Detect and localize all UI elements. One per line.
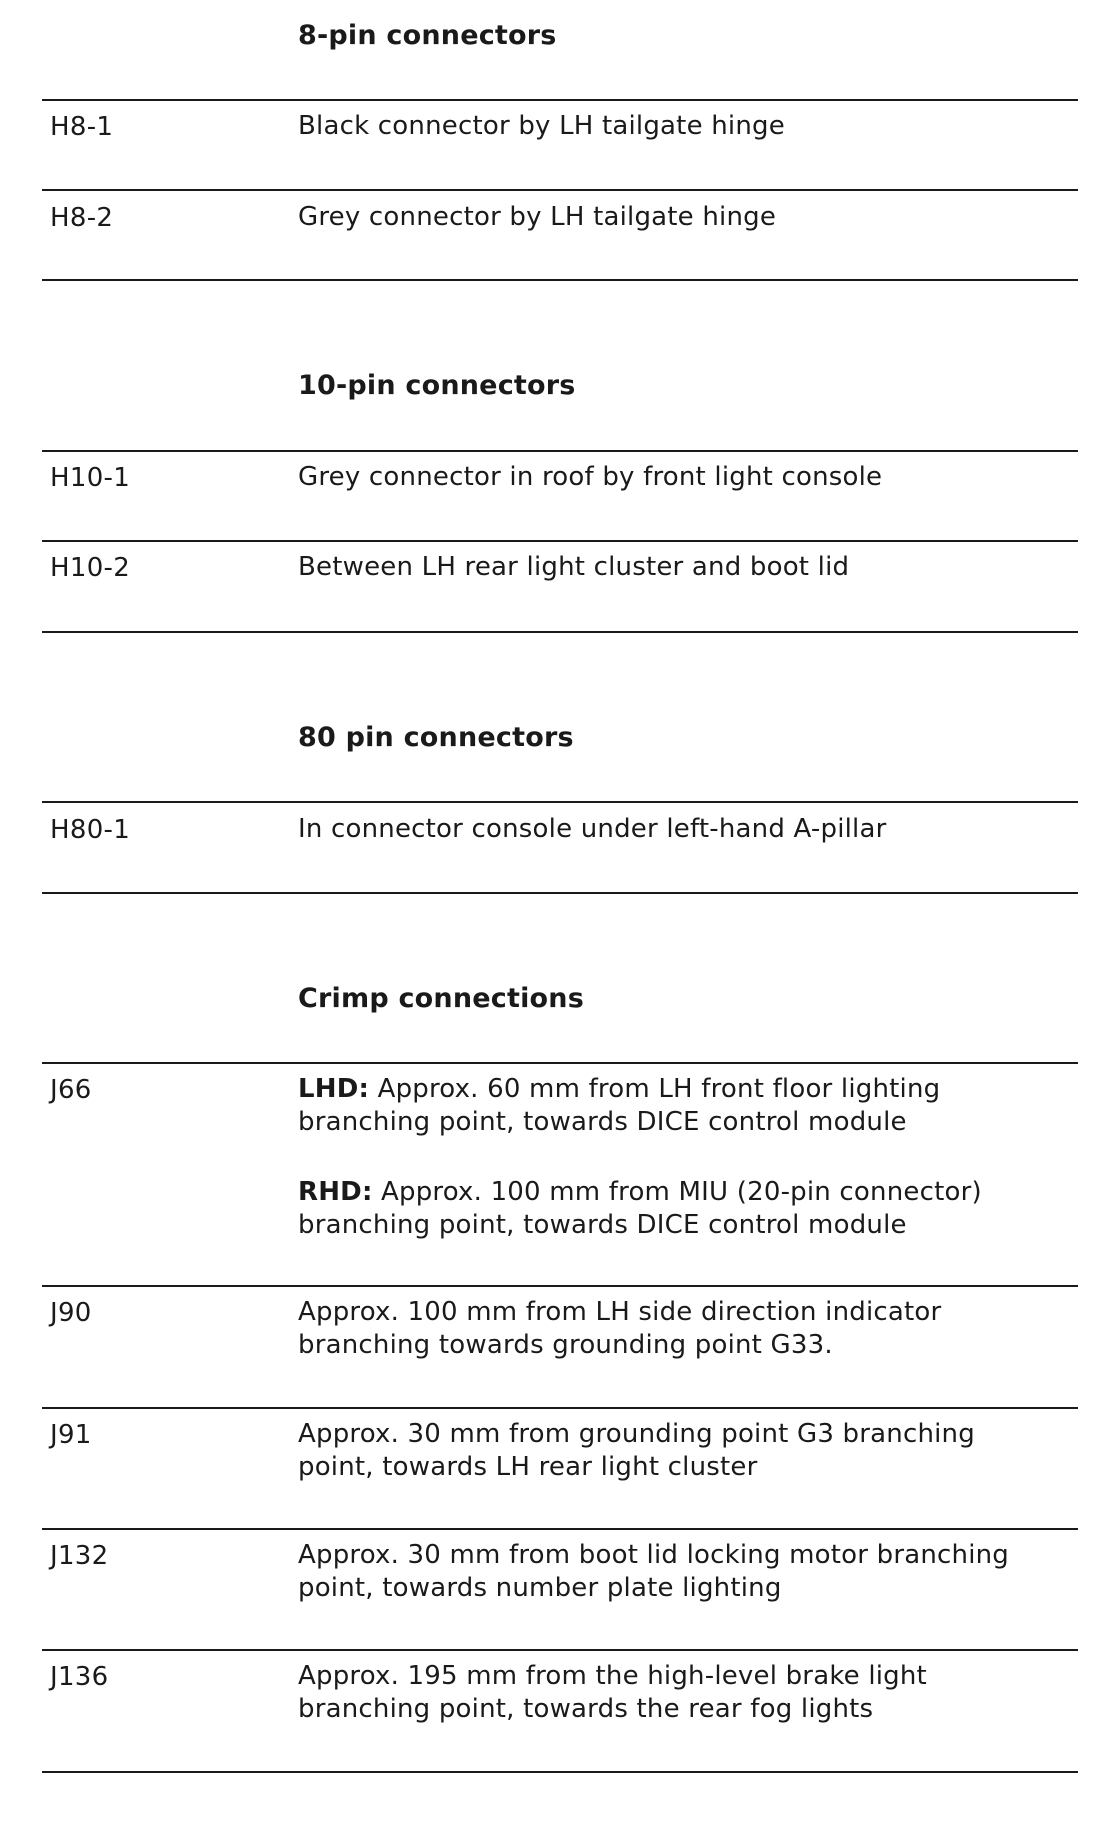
divider (42, 450, 1078, 452)
row-desc-j66-lhd (298, 1073, 1068, 1139)
row-desc-j66-rhd (298, 1176, 1068, 1242)
desc-line2: branching towards grounding point G33. (298, 1330, 833, 1360)
divider (42, 189, 1078, 191)
rhd-text-line2: branching point, towards DICE control module (298, 1210, 907, 1240)
desc-line2: point, towards number plate lighting (298, 1573, 782, 1603)
lhd-text-line1: Approx. 60 mm from LH front floor lighting (377, 1074, 941, 1104)
divider (42, 1528, 1078, 1530)
row-code-h8-2: H8-2 (50, 203, 114, 233)
section-title-80-pin: 80 pin connectors (298, 722, 574, 753)
divider (42, 1649, 1078, 1651)
row-code-j91: J91 (50, 1420, 92, 1450)
row-code-h8-1: H8-1 (50, 112, 114, 142)
row-desc-j132 (298, 1539, 1068, 1605)
row-desc-j91 (298, 1418, 1068, 1484)
divider (42, 1407, 1078, 1409)
divider (42, 540, 1078, 542)
row-code-j132: J132 (50, 1541, 109, 1571)
section-title-8-pin: 8-pin connectors (298, 20, 557, 51)
section-title-10-pin: 10-pin connectors (298, 370, 576, 401)
divider (42, 1771, 1078, 1773)
rhd-label: RHD: (298, 1177, 373, 1207)
row-desc-h10-2: Between LH rear light cluster and boot lid (298, 552, 850, 582)
row-code-j66: J66 (50, 1075, 92, 1105)
row-code-j90: J90 (50, 1298, 92, 1328)
row-code-h10-1: H10-1 (50, 463, 131, 493)
row-code-h80-1: H80-1 (50, 815, 131, 845)
row-desc-h80-1: In connector console under left-hand A-pillar (298, 814, 887, 844)
desc-line1: Approx. 100 mm from LH side direction indicator (298, 1297, 942, 1327)
divider (42, 801, 1078, 803)
divider (42, 1062, 1078, 1064)
lhd-label: LHD: (298, 1074, 370, 1104)
divider (42, 99, 1078, 101)
row-desc-h10-1: Grey connector in roof by front light console (298, 462, 883, 492)
desc-line1: Approx. 195 mm from the high-level brake light (298, 1661, 927, 1691)
divider (42, 892, 1078, 894)
lhd-text-line2: branching point, towards DICE control module (298, 1107, 907, 1137)
desc-line1: Approx. 30 mm from grounding point G3 branching (298, 1419, 975, 1449)
desc-line2: point, towards LH rear light cluster (298, 1452, 758, 1482)
divider (42, 1285, 1078, 1287)
row-desc-h8-2: Grey connector by LH tailgate hinge (298, 202, 777, 232)
divider (42, 631, 1078, 633)
row-desc-h8-1: Black connector by LH tailgate hinge (298, 111, 785, 141)
desc-line1: Approx. 30 mm from boot lid locking motor branching (298, 1540, 1009, 1570)
row-desc-j90 (298, 1296, 1068, 1362)
desc-line2: branching point, towards the rear fog lights (298, 1694, 874, 1724)
row-desc-j136 (298, 1660, 1068, 1726)
section-title-crimp: Crimp connections (298, 983, 584, 1014)
rhd-text-line1: Approx. 100 mm from MIU (20-pin connector) (381, 1177, 982, 1207)
row-code-h10-2: H10-2 (50, 553, 131, 583)
row-code-j136: J136 (50, 1662, 109, 1692)
divider (42, 279, 1078, 281)
